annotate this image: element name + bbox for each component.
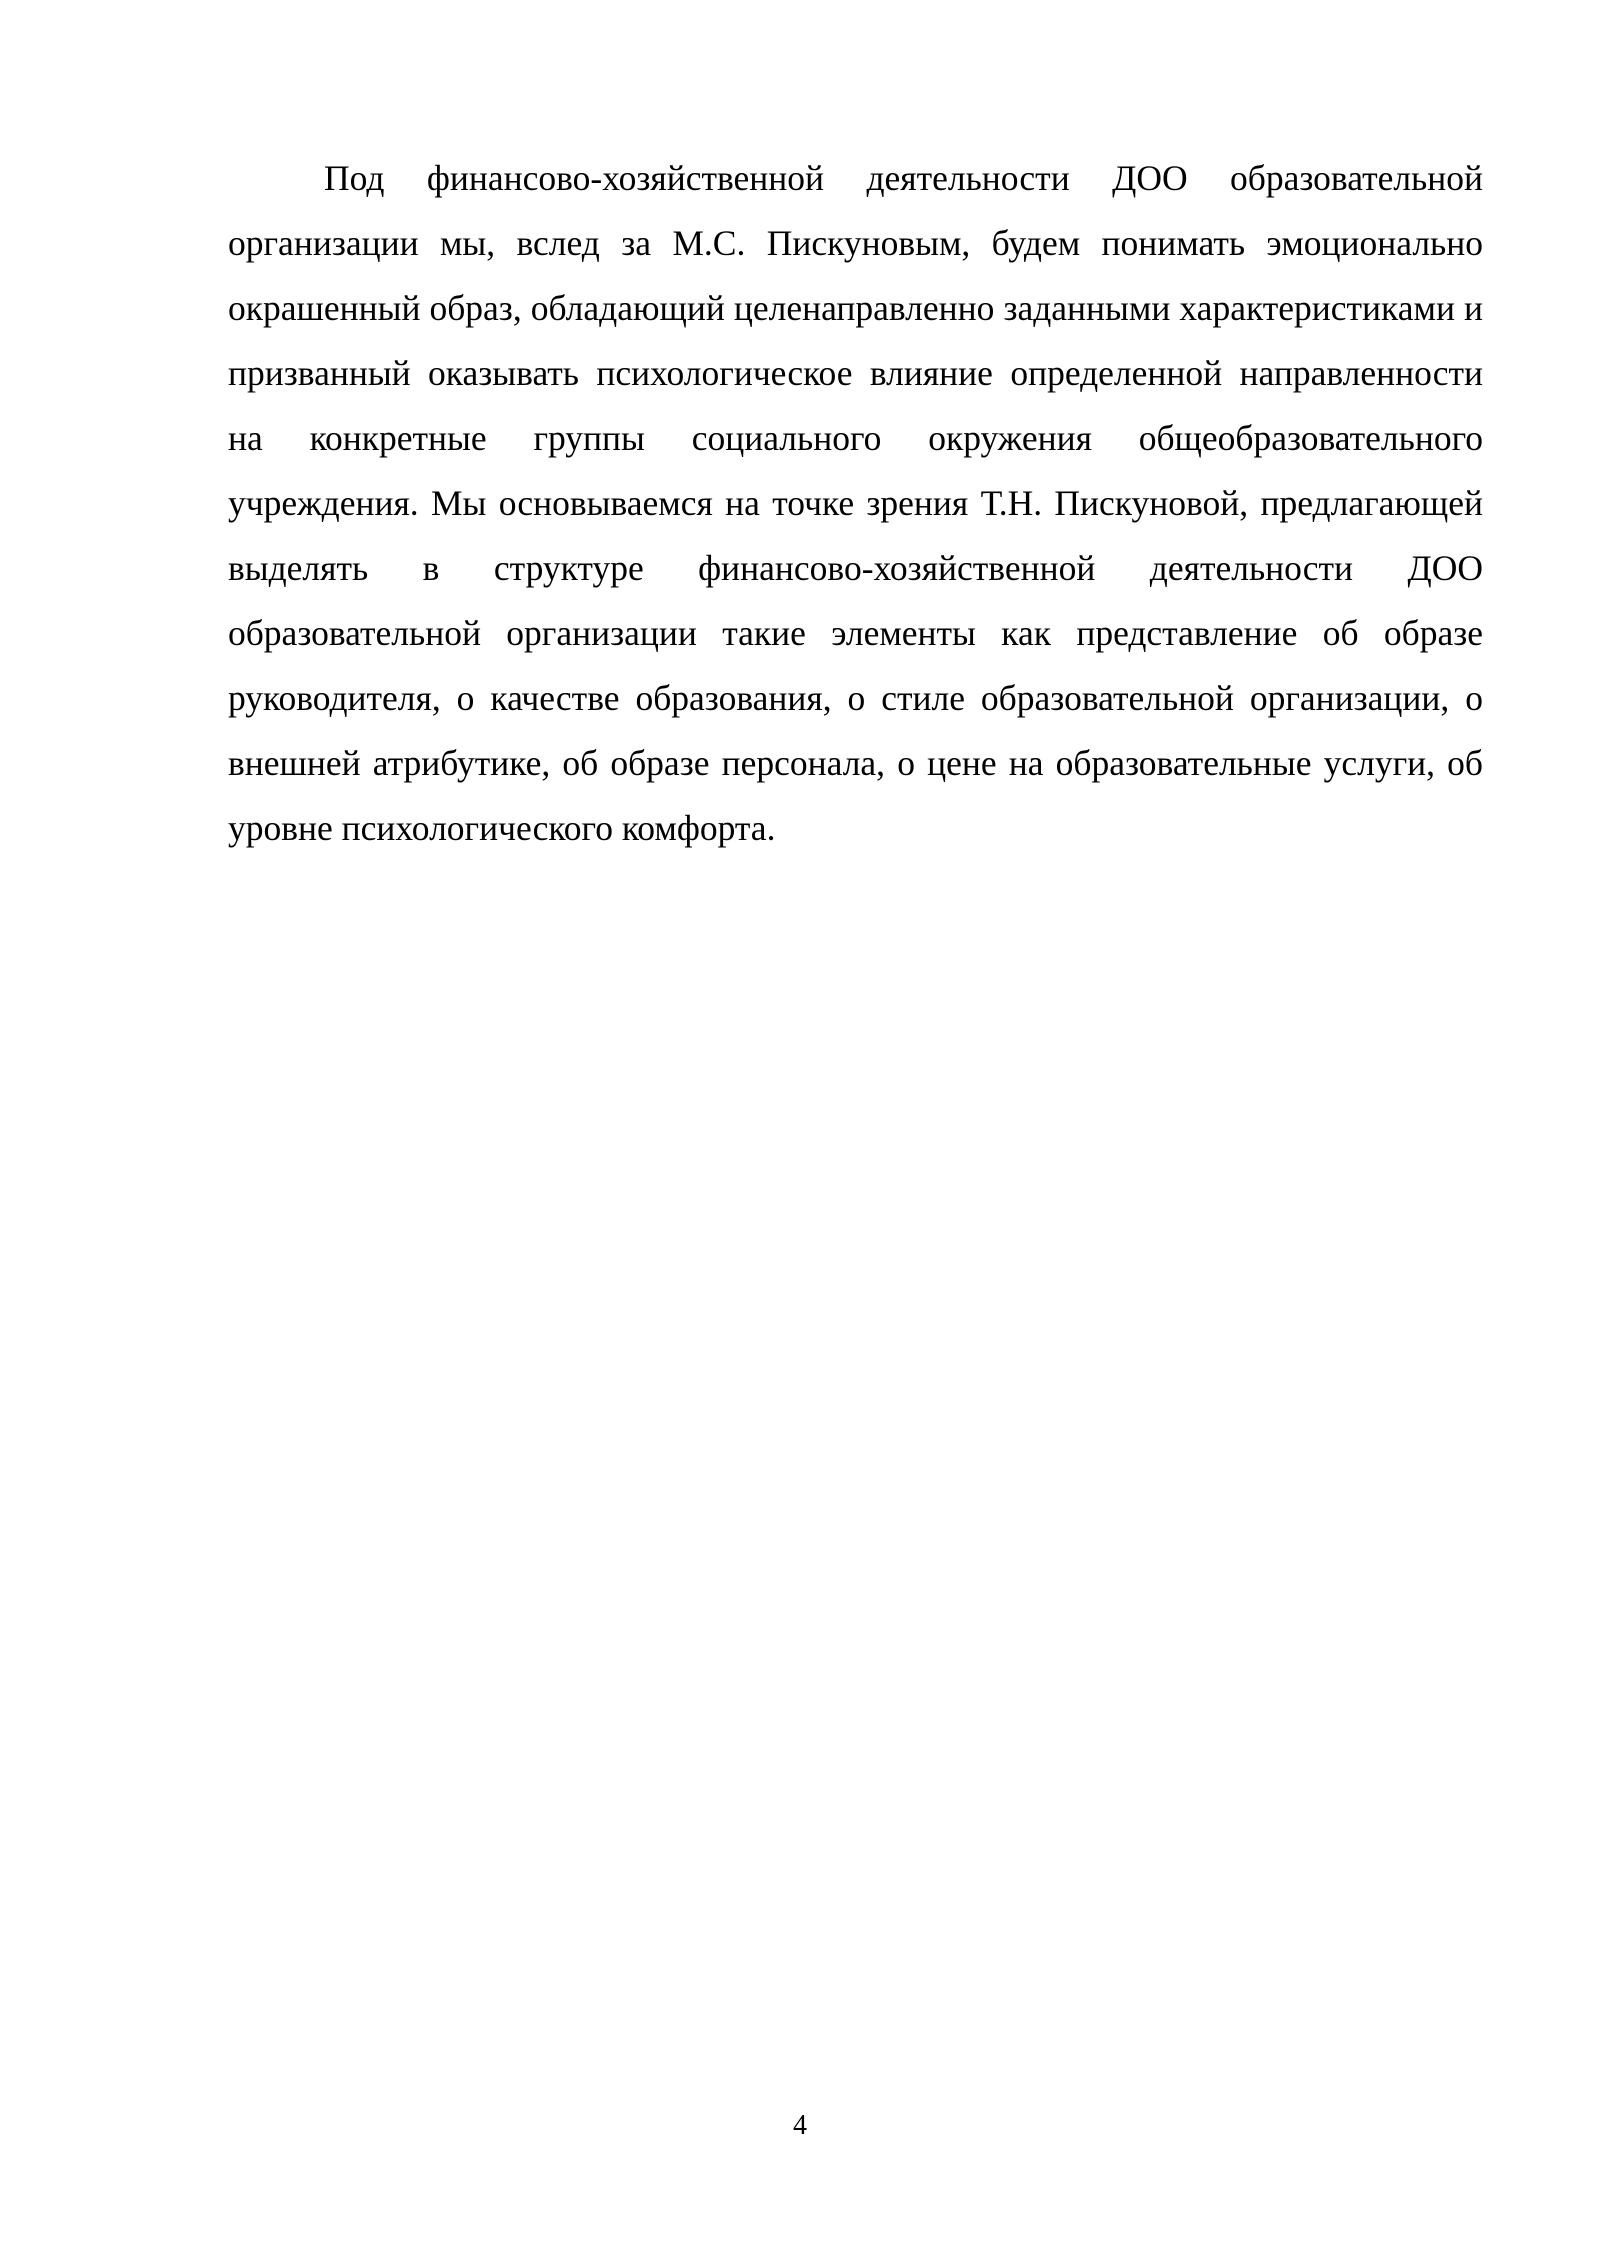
page-number: 4 [793,2110,807,2141]
body-paragraph: Под финансово-хозяйственной деятельности ДОО образовательной организации мы, вслед за М.С. Пискуновым, будем понимать эмоционально окрашенный образ, обладающий целенаправленно заданными характеристиками и призванный оказывать психологическое влияние определенной направленности на конкретные группы социального окружения общеобразовательного учреждения. Мы основываемся на точке зрения Т.Н. Пискуновой, предлагающей выделять в структуре финансово-хозяйственной деятельности ДОО образовательной организации такие элементы как представление об образе руководителя, о качестве образования, о стиле образовательной организации, о внешней атрибутике, об образе персонала, о цене на образовательные услуги, об уровне психологического комфорта. [228,158,1483,848]
